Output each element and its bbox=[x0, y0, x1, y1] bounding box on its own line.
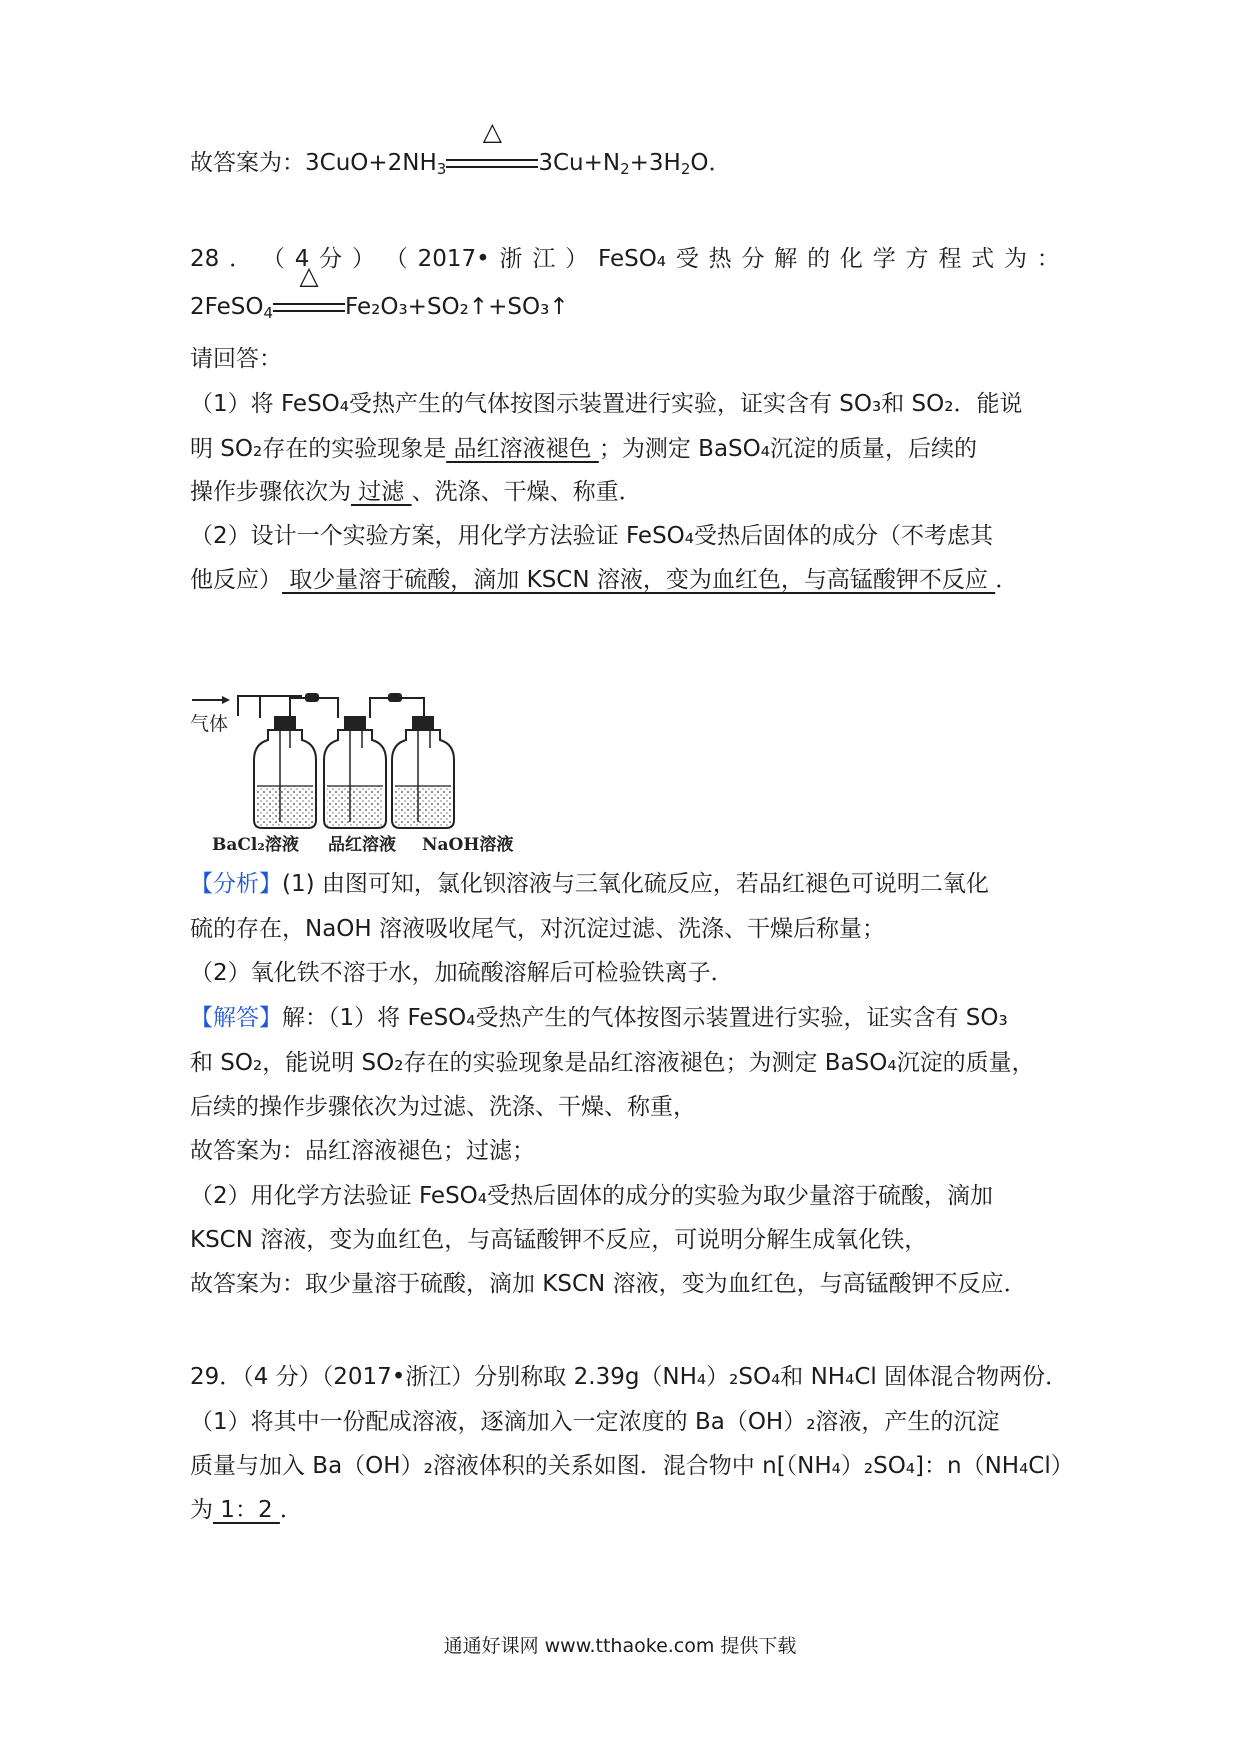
analysis-tag: 【分析】 bbox=[190, 871, 282, 897]
text-segment: ． bbox=[995, 567, 1019, 593]
eq-product: Fe₂O₃+SO₂↑+SO₃↑ bbox=[345, 294, 569, 320]
text-segment: ；为测定 BaSO₄沉淀的质量，后续的 bbox=[598, 436, 977, 462]
q28-header-token: 受 bbox=[675, 246, 699, 272]
answer-blank: 取少量溶于硫酸，滴加 KSCN 溶液，变为血红色，与高锰酸钾不反应 bbox=[282, 567, 996, 593]
bottle-label-2: 品红溶液 bbox=[328, 835, 396, 853]
q28-equation bbox=[190, 261, 1060, 324]
solution-line2: 和 SO₂，能说明 SO₂存在的实验现象是品红溶液褪色；为测定 BaSO₄沉淀的质量， bbox=[190, 1050, 1035, 1076]
solution-tag: 【解答】 bbox=[190, 1005, 282, 1031]
q28-header-token: （ bbox=[384, 246, 408, 272]
answer-blank: 过滤 bbox=[351, 479, 412, 505]
bottle-label-1: BaCl₂溶液 bbox=[212, 835, 299, 853]
q28-header-token: 式 bbox=[971, 246, 995, 272]
answer-blank: 品红溶液褪色 bbox=[446, 436, 599, 462]
eq-subscript: 2 bbox=[620, 160, 630, 178]
reaction-condition bbox=[273, 261, 345, 324]
analysis-line2: 硫的存在，NaOH 溶液吸收尾气，对沉淀过滤、洗涤、干燥后称量； bbox=[190, 916, 886, 942]
q28-part1-line3 bbox=[190, 475, 1060, 509]
q29-part1-line2: 质量与加入 Ba（OH）₂溶液体积的关系如图．混合物中 n[（NH₄）₂SO₄]：n（NH₄Cl） bbox=[190, 1453, 1074, 1479]
q28-header-token: （ bbox=[261, 246, 285, 272]
q28-part2-line2 bbox=[190, 563, 1060, 597]
reaction-condition bbox=[446, 117, 538, 180]
q28-header-token: 方 bbox=[905, 246, 929, 272]
eq-subscript: 3 bbox=[436, 160, 447, 178]
eq-product: +3H bbox=[629, 150, 681, 176]
please-answer: 请回答： bbox=[190, 346, 282, 372]
solution-line1 bbox=[190, 1001, 1060, 1035]
equals-bar bbox=[446, 159, 538, 168]
bottle-2 bbox=[324, 716, 386, 828]
q28-header-token: ： bbox=[1036, 246, 1060, 272]
text-segment: 为 bbox=[190, 1497, 213, 1523]
text-segment: 操作步骤依次为 bbox=[190, 479, 351, 505]
q28-header-token: ． bbox=[229, 246, 253, 272]
prev-answer-line bbox=[190, 117, 1060, 180]
apparatus-diagram bbox=[190, 688, 520, 853]
bottle-label-3: NaOH溶液 bbox=[422, 835, 514, 853]
q28-header-token: 程 bbox=[938, 246, 962, 272]
heat-symbol: △ bbox=[482, 117, 502, 146]
text-segment: ． bbox=[279, 1497, 303, 1523]
q28-header-token: 2017• bbox=[417, 246, 490, 272]
analysis-line3: （2）氧化铁不溶于水，加硫酸溶解后可检验铁离子． bbox=[190, 960, 734, 986]
q28-header-token: 江 bbox=[532, 246, 556, 272]
tube-clamp bbox=[388, 693, 402, 702]
text-segment: 明 SO₂存在的实验现象是 bbox=[190, 436, 447, 462]
q28-header-token: 分 bbox=[319, 246, 343, 272]
answer-blank: 1：2 bbox=[213, 1497, 280, 1523]
equals-bar bbox=[273, 303, 345, 312]
q28-part1-line2 bbox=[190, 432, 1060, 466]
q28-part2-line1: （2）设计一个实验方案，用化学方法验证 FeSO₄受热后固体的成分（不考虑其 bbox=[190, 523, 993, 549]
q29-part1-line3 bbox=[190, 1493, 1060, 1527]
answer-prefix: 故答案为： bbox=[190, 150, 305, 176]
solution-line6: KSCN 溶液，变为血红色，与高锰酸钾不反应，可说明分解生成氧化铁， bbox=[190, 1227, 928, 1253]
q28-header-token: 28 bbox=[190, 246, 220, 272]
q28-header-token: 学 bbox=[872, 246, 896, 272]
heat-symbol: △ bbox=[299, 261, 319, 290]
q28-header-token: 为 bbox=[1003, 246, 1027, 272]
q29-part1-line1: （1）将其中一份配成溶液，逐滴加入一定浓度的 Ba（OH）₂溶液，产生的沉淀 bbox=[190, 1409, 1000, 1435]
q28-header-token: 分 bbox=[741, 246, 765, 272]
text-segment: 他反应） bbox=[190, 567, 282, 593]
eq-product: O． bbox=[690, 150, 732, 176]
text-segment: (1) 由图可知，氯化钡溶液与三氧化硫反应，若品红褪色可说明二氧化 bbox=[282, 871, 989, 897]
arrow-head-icon bbox=[222, 696, 230, 704]
eq-subscript: 2 bbox=[680, 160, 691, 178]
solution-line7: 故答案为：取少量溶于硫酸，滴加 KSCN 溶液，变为血红色，与高锰酸钾不反应． bbox=[190, 1271, 1027, 1297]
eq-subscript: 4 bbox=[263, 304, 274, 322]
q28-header-token: ） bbox=[565, 246, 589, 272]
bottle-1 bbox=[254, 716, 316, 828]
q28-header-token: 化 bbox=[839, 246, 863, 272]
q28-header-token: 热 bbox=[708, 246, 732, 272]
q28-header-token: 的 bbox=[807, 246, 831, 272]
solution-line3: 后续的操作步骤依次为过滤、洗涤、干燥、称重， bbox=[190, 1094, 696, 1120]
eq-product: 3Cu+N bbox=[538, 150, 621, 176]
eq-reactant: 3CuO+2NH bbox=[305, 150, 437, 176]
tube-clamp bbox=[305, 693, 319, 702]
q28-header-token: 浙 bbox=[499, 246, 523, 272]
q28-header-token: ） bbox=[351, 246, 375, 272]
gas-washing-apparatus-figure bbox=[190, 688, 520, 853]
q28-header-token: 4 bbox=[294, 246, 310, 272]
gas-label: 气体 bbox=[190, 713, 229, 735]
q29-header: 29．（4 分）（2017•浙江）分别称取 2.39g（NH₄）₂SO₄和 NH₄Cl 固体混合物两份． bbox=[190, 1364, 1069, 1390]
text-segment: 解：（1）将 FeSO₄受热产生的气体按图示装置进行实验，证实含有 SO₃ bbox=[282, 1005, 1008, 1031]
solution-line4: 故答案为：品红溶液褪色；过滤； bbox=[190, 1138, 535, 1164]
page-footer: 通通好课网 www.tthaoke.com 提供下载 bbox=[443, 1635, 797, 1657]
bottle-3 bbox=[392, 716, 454, 828]
analysis-line1 bbox=[190, 867, 1060, 901]
solution-line5: （2）用化学方法验证 FeSO₄受热后固体的成分的实验为取少量溶于硫酸，滴加 bbox=[190, 1183, 993, 1209]
q28-header-token: 解 bbox=[774, 246, 798, 272]
eq-reactant: 2FeSO bbox=[190, 294, 264, 320]
q28-part1-line1: （1）将 FeSO₄受热产生的气体按图示装置进行实验，证实含有 SO₃和 SO₂．能说 bbox=[190, 391, 1023, 417]
q28-header-token: FeSO₄ bbox=[597, 246, 667, 272]
text-segment: 、洗涤、干燥、称重． bbox=[411, 479, 642, 505]
